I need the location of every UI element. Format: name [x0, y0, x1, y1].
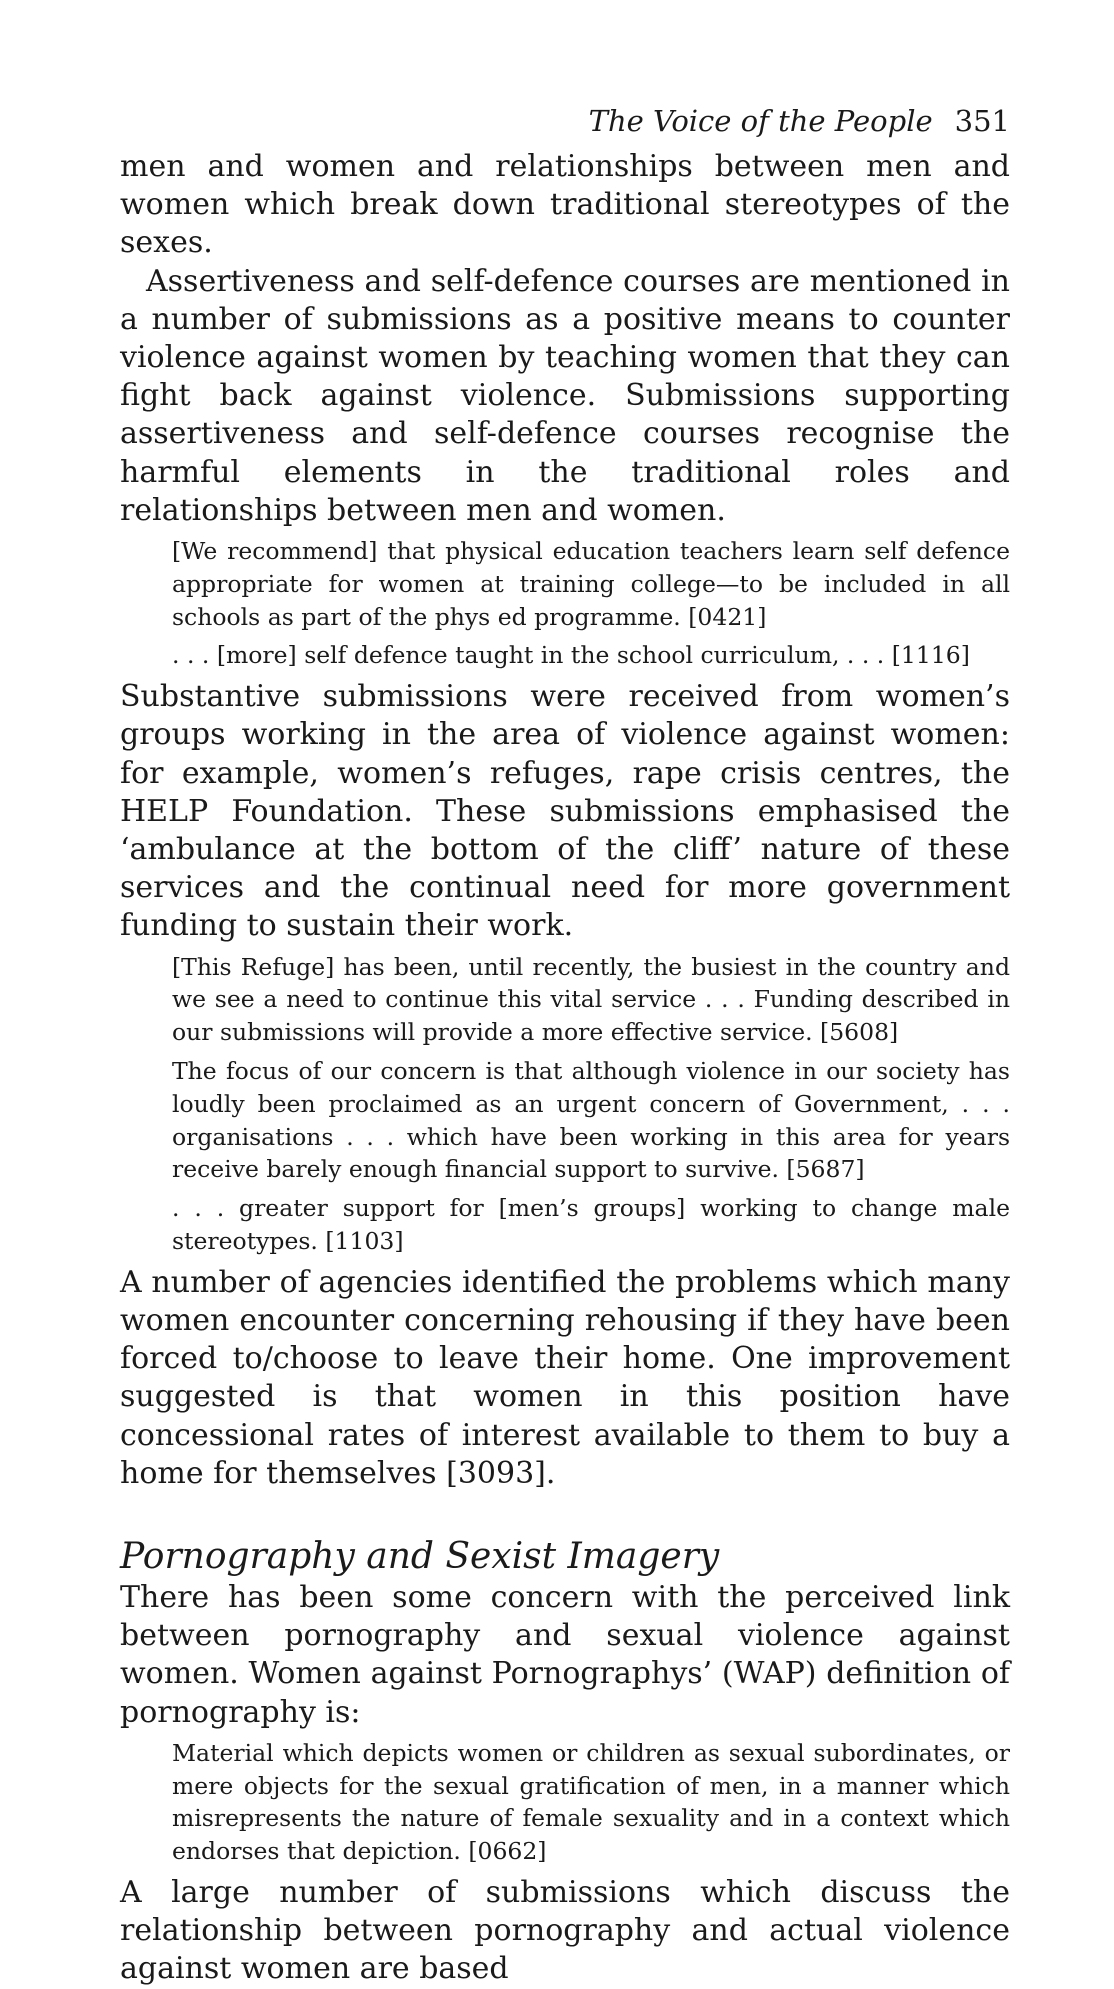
running-header	[120, 104, 1010, 148]
page	[120, 104, 1010, 1989]
body-paragraph: A number of agencies identified the problems which many women encounter concerning rehousing if they have been forced to/choose to leave their home. One improvement suggested is that women in this position have concessional rates of interest available to them to buy a home for themselves [3093].	[120, 1264, 1010, 1491]
block-quote: Material which depicts women or children as sexual subordinates, or mere objects for the sexual gratification of men, in a manner which misrepresents the nature of female sexuality and in a context which endorses that depiction. [0662]	[172, 1738, 1010, 1866]
section-heading: Pornography and Sexist Imagery	[120, 1536, 720, 1578]
block-quote: The focus of our concern is that although violence in our society has loudly been proclaimed as an urgent concern of Government, . . . organisations . . . which have been working in this area for years receive barely enough financial support to survive. [5687]	[172, 1057, 1010, 1184]
block-quote: . . . greater support for [men’s groups] working to change male stereotypes. [1103]	[172, 1194, 1010, 1256]
block-quote: [This Refuge] has been, until recently, the busiest in the country and we see a need to continue this vital service . . . Funding described in our submissions will provide a more effective service. [5608]	[172, 952, 1010, 1047]
body-paragraph: men and women and relationships between men and women which break down traditional stereotypes of the sexes.	[120, 149, 1010, 261]
block-quote: . . . [more] self defence taught in the school curriculum, . . . [1116]	[172, 641, 970, 670]
block-quote: [We recommend] that physical education teachers learn self defence appropriate for women at training college—to be included in all schools as part of the phys ed programme. [0421]	[172, 537, 1010, 631]
page-number: 351	[954, 104, 1010, 138]
body-paragraph: Substantive submissions were received from women’s groups working in the area of violence against women: for example, women’s refuges, rape crisis centres, the HELP Foundation. These submissions emphasised the ‘ambulance at the bottom of the cliff’ nature of these services and the continual need for more government funding to sustain their work.	[120, 679, 1010, 944]
body-paragraph: There has been some concern with the perceived link between pornography and sexual violence against women. Women against Pornographys’ (WAP) definition of pornography is:	[120, 1580, 1010, 1730]
running-title: The Voice of the People	[588, 104, 933, 138]
body-paragraph: Assertiveness and self-defence courses are mentioned in a number of submissions as a positive means to counter violence against women by teaching women that they can fight back against violence. Submissions supporting assertiveness and self-defence courses recognise the harmful elements in the traditional roles and relationships between men and women.	[120, 263, 1010, 528]
body-paragraph: A large number of submissions which discuss the relationship between pornography and actual violence against women are based	[120, 1875, 1010, 1987]
